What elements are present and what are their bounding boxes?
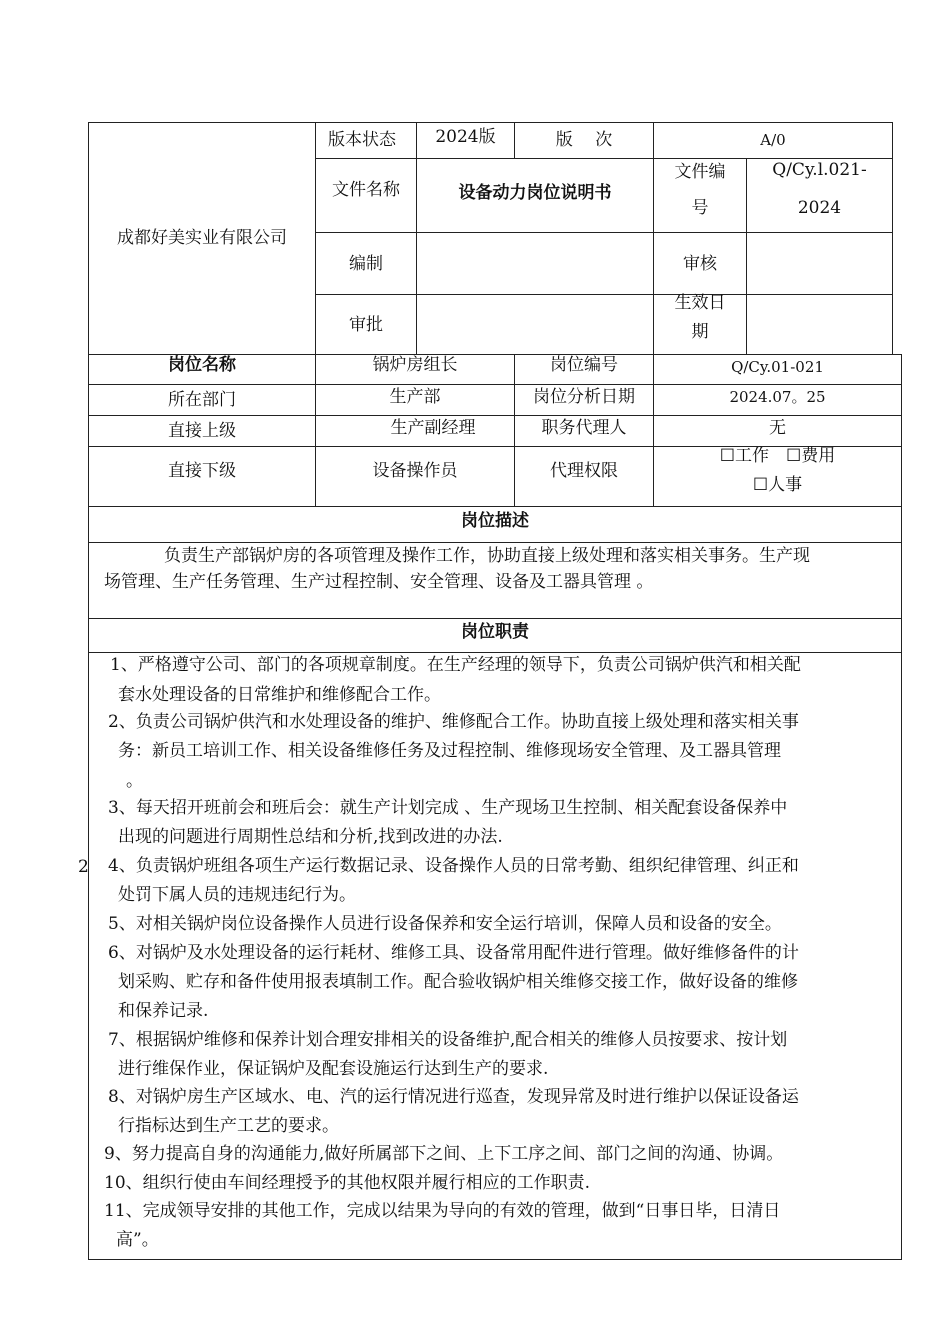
duty-item-2-line2: 务：新员工培训工作、相关设备维修任务及过程控制、维修现场安全管理、及工器具管理 xyxy=(118,741,781,761)
subordinate-value: 设备操作员 xyxy=(372,461,458,481)
duty-item-3-line2: 出现的问题进行周期性总结和分析,找到改进的办法. xyxy=(118,827,503,847)
superior-value: 生产副经理 xyxy=(390,418,476,438)
post-no-label: 岗位编号 xyxy=(550,355,618,375)
duty-item-2-line3: 。 xyxy=(126,771,143,791)
description-line1: 负责生产部锅炉房的各项管理及操作工作，协助直接上级处理和落实相关事务。生产现 xyxy=(164,546,810,566)
file-no-value-line1: Q/Cy.l.021- xyxy=(772,160,867,180)
duty-item-6-line1: 6、对锅炉及水处理设备的运行耗材、维修工具、设备常用配件进行管理。做好维修备件的计 xyxy=(108,943,799,963)
superior-label: 直接上级 xyxy=(168,421,236,441)
post-no-value: Q/Cy.01-021 xyxy=(731,358,824,376)
reviewed-label: 审核 xyxy=(683,253,717,274)
file-no-value-line2: 2024 xyxy=(797,198,842,218)
header-border-right xyxy=(892,122,893,354)
effective-label-line1: 生效日 xyxy=(674,293,726,313)
edition-label: 版 次 xyxy=(555,130,613,150)
duty-item-6-line3: 和保养记录. xyxy=(118,1001,209,1021)
company-name: 成都好美实业有限公司 xyxy=(117,228,287,248)
file-no-label-line2: 号 xyxy=(691,198,709,218)
dept-label: 所在部门 xyxy=(168,390,236,410)
version-status-value: 2024版 xyxy=(435,127,496,147)
duty-item-9: 9、努力提高自身的沟通能力,做好所属部下之间、上下工序之间、部门之间的沟通、协调。 xyxy=(104,1144,784,1164)
duty-item-1-line1: 1、严格遵守公司、部门的各项规章制度。在生产经理的领导下，负责公司锅炉供汽和相关配 xyxy=(110,655,801,675)
duty-item-4-line1: 4、负责锅炉班组各项生产运行数据记录、设备操作人员的日常考勤、组织纪律管理、纠正和 xyxy=(108,856,799,876)
duties-title: 岗位职责 xyxy=(461,622,529,642)
header-col-line xyxy=(746,158,747,354)
table-border-bottom xyxy=(88,1259,902,1260)
dept-value: 生产部 xyxy=(389,387,441,407)
duty-item-3-line1: 3、每天招开班前会和班后会：就生产计划完成 、生产现场卫生控制、相关配套设备保养中 xyxy=(108,798,788,818)
description-title: 岗位描述 xyxy=(461,511,529,531)
duty-item-2-line1: 2、负责公司锅炉供汽和水处理设备的维护、维修配合工作。协助直接上级处理和落实相关事 xyxy=(108,712,799,732)
duty-item-7-line2: 进行维保作业，保证锅炉及配套设施运行达到生产的要求. xyxy=(118,1059,549,1079)
analysis-date-value: 2024.07。25 xyxy=(729,388,826,406)
duty-item-10: 10、组织行使由车间经理授予的其他权限并履行相应的工作职责. xyxy=(104,1173,591,1193)
duty-item-11-line2: 高”。 xyxy=(116,1230,159,1250)
subordinate-label: 直接下级 xyxy=(168,461,236,481)
approved-label: 审批 xyxy=(349,314,383,335)
authority-options-line2: ☐人事 xyxy=(752,475,803,495)
file-name-label: 文件名称 xyxy=(332,180,400,200)
file-name-value: 设备动力岗位说明书 xyxy=(458,183,612,203)
duty-item-8-line2: 行指标达到生产工艺的要求。 xyxy=(118,1116,339,1136)
description-line2: 场管理、生产任务管理、生产过程控制、安全管理、设备及工器具管理 。 xyxy=(104,572,654,592)
authority-options-line1: ☐工作 ☐费用 xyxy=(719,446,836,466)
duty-item-4-line2: 处罚下属人员的违规违纪行为。 xyxy=(118,885,356,905)
version-status-label: 版本状态 xyxy=(328,130,396,150)
duty-item-6-line2: 划采购、贮存和备件使用报表填制工作。配合验收锅炉相关维修交接工作，做好设备的维修 xyxy=(118,972,798,992)
authority-label: 代理权限 xyxy=(550,461,618,481)
file-no-label-line1: 文件编 xyxy=(674,162,726,182)
margin-mark: 2 xyxy=(78,857,89,877)
duty-item-1-line2: 套水处理设备的日常维护和维修配合工作。 xyxy=(118,685,441,705)
duty-item-11-line1: 11、完成领导安排的其他工作，完成以结果为导向的有效的管理，做到“日事日毕，日清日 xyxy=(104,1201,781,1221)
analysis-date-label: 岗位分析日期 xyxy=(533,387,635,407)
deputy-value: 无 xyxy=(769,418,786,438)
duty-item-7-line1: 7、根据锅炉维修和保养计划合理安排相关的设备维护,配合相关的维修人员按要求、按计划 xyxy=(108,1030,788,1050)
post-name-value: 锅炉房组长 xyxy=(372,355,458,375)
edition-value: A/0 xyxy=(760,131,786,149)
post-name-label: 岗位名称 xyxy=(168,355,236,375)
duty-item-8-line1: 8、对锅炉房生产区域水、电、汽的运行情况进行巡查，发现异常及时进行维护以保证设备运 xyxy=(108,1087,799,1107)
duty-item-5: 5、对相关锅炉岗位设备操作人员进行设备保养和安全运行培训，保障人员和设备的安全。 xyxy=(108,914,782,934)
prepared-label: 编制 xyxy=(349,253,383,274)
effective-label-line2: 期 xyxy=(691,322,709,342)
deputy-label: 职务代理人 xyxy=(541,418,627,438)
